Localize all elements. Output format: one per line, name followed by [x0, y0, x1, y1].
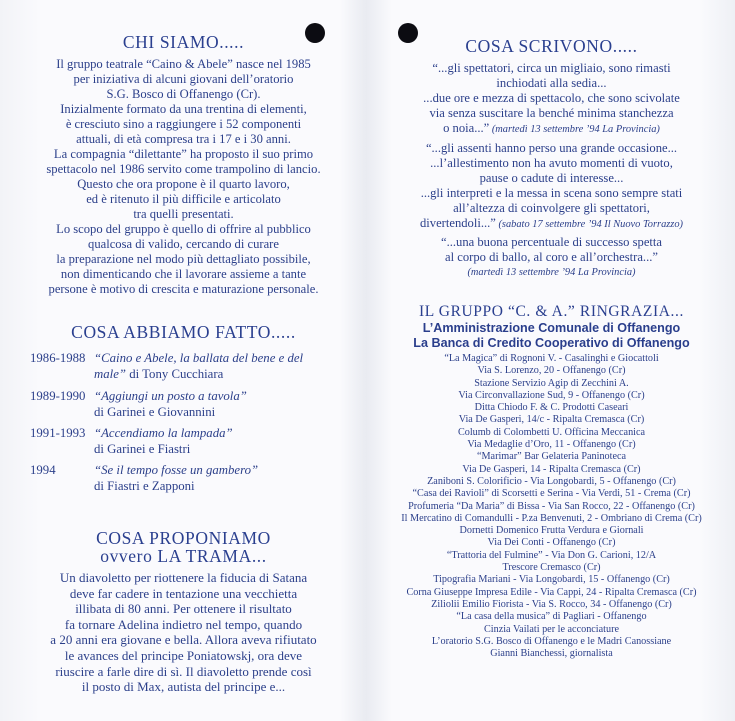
thanks-line: Trescore Cremasco (Cr): [502, 562, 601, 574]
scrivono-title: COSA SCRIVONO.....: [465, 36, 638, 56]
review-quote: “...gli spettatori, circa un migliaio, sono rimasti inchiodati alla sedia... ...due ore e mezza di spettacolo, che sono scivolate via senza suscitare la benché minima stanchezza o noia...” (martedì 13 settembre ’94 La Provincia): [423, 61, 680, 135]
production-years: 1994: [30, 463, 56, 477]
trama-text: Un diavoletto per riottenere la fiducia di Satana deve far cadere in tentazione una vecchietta illibata di 80 anni. Per ottenere il risultato fa tornare Adelina indietro nel tempo, quando a 20 anni era giovane e bella. Allora aveva rifiutato le avances del principe Poniatowskj, ora deve riuscire a farle dire di sì. Il diavoletto prende così il posto di Max, autista del principe e...: [50, 570, 317, 695]
cosa-fatto-title: COSA ABBIAMO FATTO.....: [71, 322, 296, 342]
thanks-line: Zaniboni S. Colorificio - Via Longobardi, 5 - Offanengo (Cr): [427, 475, 676, 487]
production-authors: di Garinei e Fiastri: [94, 442, 191, 456]
production-authors: di Fiastri e Zapponi: [94, 479, 195, 493]
review-quote: “...una buona percentuale di successo spetta al corpo di ballo, al coro e all’orchestra...” (martedì 13 settembre ’94 La Provincia): [368, 235, 735, 280]
proponiamo-subtitle: ovvero LA TRAMA...: [100, 546, 267, 566]
thanks-line: Dornetti Domenico Frutta Verdura e Giornali: [459, 525, 644, 537]
thanks-line: Gianni Bianchessi, giornalista: [490, 648, 613, 660]
thanks-line: “Casa dei Ravioli” di Scorsetti e Serina - Via Verdi, 51 - Crema (Cr): [412, 488, 691, 500]
thanks-line: Corna Giuseppe Impresa Edile - Via Cappi, 24 - Ripalta Cremasca (Cr): [406, 586, 697, 598]
chi-siamo-text: Il gruppo teatrale “Caino & Abele” nasce nel 1985 per iniziativa di alcuni giovani dell’oratorio S.G. Bosco di Offanengo (Cr). Inizialmente formato da una trentina di elementi, è cresciuto sino a raggiungere i 52 componenti attuali, di età compresa tra i 17 e i 30 anni. La compagnia “dilettante” ha proposto il suo primo spettacolo nel 1986 servito come trampolino di lancio. Questo che ora propone è il quarto lavoro, ed è ritenuto il più difficile e articolato tra quelli presentati. Lo scopo del gruppo è quello di offrire al pubblico qualcosa di valido, cercando di curare la preparazione nel modo più dettagliato possibile, non dimenticando che il lavorare assieme a tante persone è motivo di crescita e maturazione personale.: [46, 57, 321, 296]
review-source: (martedì 13 settembre ’94 La Provincia): [467, 267, 636, 278]
production-title: “Accendiamo la lampada”: [94, 426, 233, 440]
thanks-line: L’oratorio S.G. Bosco di Offanengo e le Madri Canossiane: [431, 635, 672, 647]
production-authors: di Garinei e Giovannini: [94, 405, 216, 419]
thanks-line: Il Mercatino di Comandulli - P.za Benvenuti, 2 - Ombriano di Crema (Cr): [401, 512, 702, 524]
thanks-line: Via S. Lorenzo, 20 - Offanengo (Cr): [477, 365, 626, 377]
review-quote: “...gli assenti hanno perso una grande occasione... ...l’allestimento non ha avuto momenti di vuoto, pause o cadute di interesse... ...gli interpreti e la messa in scena sono sempre stati all’altezza di coinvolgere gli spettatori, divertendoli...” (sabato 17 settembre ’94 Il Nuovo Torrazzo): [419, 141, 684, 230]
thanks-line: Via De Gasperi, 14/c - Ripalta Cremasca (Cr): [458, 414, 645, 426]
thanks-line: Ditta Chiodo F. & C. Prodotti Caseari: [474, 402, 629, 414]
thanks-line: Via Medaglie d’Oro, 11 - Offanengo (Cr): [467, 439, 636, 451]
chi-siamo-title: CHI SIAMO.....: [122, 32, 245, 52]
thanks-list: [368, 353, 735, 660]
thanks-line: Via Dei Conti - Offanengo (Cr): [487, 537, 616, 549]
review-source: (sabato 17 settembre ’94 Il Nuovo Torrazzo): [495, 219, 684, 230]
production-title-cont: male”: [94, 367, 126, 381]
production-years: 1986-1988: [30, 351, 86, 365]
production-years: 1991-1993: [30, 426, 86, 440]
thanks-line: “Trattoria del Fulmine” - Via Don G. Carioni, 12/A: [446, 549, 657, 561]
thanks-line: Via Circonvallazione Sud, 9 - Offanengo (Cr): [458, 389, 645, 401]
thanks-line: “La casa della musica” di Pagliari - Offanengo: [456, 611, 647, 623]
main-sponsors: L’Amministrazione Comunale di Offanengo La Banca di Credito Cooperativo di Offanengo: [413, 321, 690, 350]
review-source: (martedì 13 settembre ’94 La Provincia): [489, 124, 660, 135]
ringrazia-title: IL GRUPPO “C. & A.” RINGRAZIA...: [419, 303, 684, 320]
production-authors: di Tony Cucchiara: [126, 367, 224, 381]
thanks-line: Cinzia Vailati per le acconciature: [483, 623, 619, 635]
thanks-line: Ziliolii Emilio Fiorista - Via S. Rocco, 34 - Offanengo (Cr): [431, 598, 672, 610]
thanks-line: “La Magica” di Rognoni V. - Casalinghi e Giocattoli: [444, 353, 659, 364]
thanks-line: Tipografia Mariani - Via Longobardi, 15 - Offanengo (Cr): [433, 574, 670, 586]
production-title: “Aggiungi un posto a tavola”: [94, 389, 247, 403]
proponiamo-title: COSA PROPONIAMO: [96, 528, 271, 548]
thanks-line: Stazione Servizio Agip di Zecchini A.: [474, 377, 629, 389]
thanks-line: Via De Gasperi, 14 - Ripalta Cremasca (Cr): [462, 463, 641, 475]
production-years: 1989-1990: [30, 389, 86, 403]
thanks-line: Profumeria “Da Maria” di Bissa - Via San Rocco, 22 - Offanengo (Cr): [408, 500, 695, 512]
thanks-line: “Marimar” Bar Gelateria Paninoteca: [476, 451, 627, 463]
production-title: “Se il tempo fosse un gambero”: [94, 463, 259, 477]
production-title: “Caino e Abele, la ballata del bene e del: [94, 351, 304, 365]
thanks-line: Columb di Colombetti U. Officina Meccanica: [457, 426, 646, 438]
